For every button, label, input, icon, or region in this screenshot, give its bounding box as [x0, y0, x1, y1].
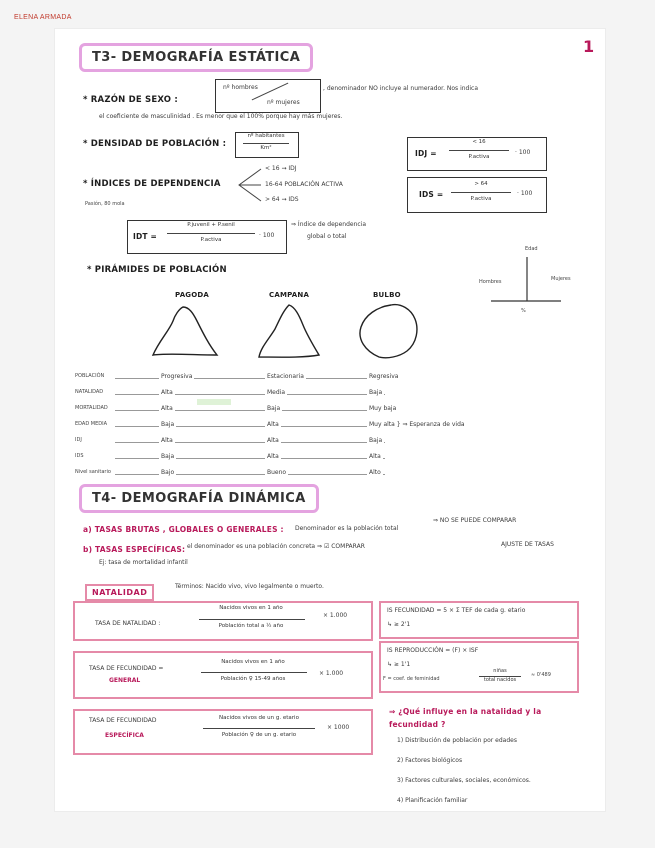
tasa-fecundidad-general-num: Nacidos vivos en 1 año — [221, 659, 285, 665]
pyramid-axes-icon — [485, 255, 565, 305]
pyramid-table-row-label: EDAD MEDIA — [75, 421, 107, 427]
influence-factor-item: 2) Factores biológicos — [397, 757, 463, 764]
axis-mujeres: Mujeres — [551, 276, 571, 282]
pyramid-table-pagoda-value: Alta — [161, 437, 173, 444]
isf-line-2: ↳ ≥ 2'1 — [387, 621, 411, 628]
idt-label: IDT = — [133, 232, 158, 241]
pyramid-table-campana-value: Alta — [267, 437, 279, 444]
influence-factor-item: 3) Factores culturales, sociales, económicos. — [397, 777, 531, 784]
pyramid-table-row-label: Nivel sanitario — [75, 469, 111, 475]
bulbo-shape-icon — [353, 299, 425, 363]
pagoda-shape-icon — [145, 301, 225, 363]
influence-question: ⇒ ¿Qué influye en la natalidad y la fecundidad ? — [389, 707, 542, 729]
axis-edad: Edad — [525, 246, 538, 252]
idj-factor: · 100 — [515, 149, 531, 156]
razon-desc-1: , denominador NO incluye al numerador. Nos indica — [323, 85, 478, 92]
axis-hombres: Hombres — [479, 279, 502, 285]
idt-bar — [167, 233, 255, 234]
idt-num: P.juvenil + P.senil — [187, 222, 235, 228]
pyramid-table-row-label: MORTALIDAD — [75, 405, 108, 411]
pyramid-table-row-label: IDJ — [75, 437, 82, 443]
indices-r2: 16-64 POBLACIÓN ACTIVA — [265, 181, 343, 188]
pyramid-table-bulbo-value: Alta — [369, 453, 381, 460]
isf-line-1: IS FECUNDIDAD = 5 × Σ TEF de cada g. etario — [387, 607, 526, 614]
tasa-fecundidad-general-factor: × 1.000 — [319, 670, 344, 677]
isr-line-1: IS REPRODUCCIÓN = (F) × ISF — [387, 647, 479, 654]
page-number: 1 — [583, 37, 595, 56]
tasa-fecundidad-especifica-num: Nacidos vivos de un g. etario — [219, 715, 299, 721]
t4-title: T4- DEMOGRAFÍA DINÁMICA — [79, 484, 319, 513]
pyramid-table-connector — [115, 442, 385, 443]
tasas-especificas-ej: Ej: tasa de mortalidad infantil — [99, 559, 188, 566]
pyramid-table-connector — [115, 410, 385, 411]
pyramid-table-pagoda-value: Baja — [161, 421, 175, 428]
pyramid-table-pagoda-value: Bajo — [161, 469, 175, 476]
influence-factor-item: 4) Planificación familiar — [397, 797, 468, 804]
pyramid-table-row-label: NATALIDAD — [75, 389, 104, 395]
razon-den: nº mujeres — [267, 99, 300, 106]
tasa-natalidad-factor: × 1.000 — [323, 612, 348, 619]
tasa-fecundidad-especifica-label: TASA DE FECUNDIDAD — [89, 717, 157, 724]
campana-shape-icon — [253, 301, 325, 363]
tasa-natalidad-label: TASA DE NATALIDAD : — [95, 620, 161, 627]
pyramid-table-campana-value: Baja — [267, 405, 281, 412]
pyramid-table-connector — [115, 474, 385, 475]
densidad-num: nº habitantes — [247, 133, 285, 139]
indices-r1: < 16 ⇝ IDJ — [265, 165, 297, 172]
idt-note-1: ⇒ Índice de dependencia — [291, 221, 367, 228]
tasas-brutas-label: a) TASAS BRUTAS , GLOBALES O GENERALES : — [83, 525, 284, 534]
tasa-fecundidad-general-den: Población ♀ 15-49 años — [220, 676, 286, 682]
pyramid-table-campana-value: Estacionaria — [267, 373, 304, 380]
razon-desc-2: el coeficiente de masculinidad . Es menor que el 100% porque hay más mujeres. — [99, 113, 343, 120]
razon-sexo-label: * RAZÓN DE SEXO : — [83, 95, 178, 105]
idj-label: IDJ = — [415, 149, 437, 158]
pyramid-table-row-label: POBLACIÓN — [75, 373, 105, 379]
tasa-fecundidad-especifica-factor: × 1000 — [327, 724, 350, 731]
tasa-fecundidad-especifica-bar — [203, 728, 315, 729]
ids-num: > 64 — [474, 181, 488, 187]
pyramid-table-bulbo-value: Muy alta } ⇒ Esperanza de vida — [369, 421, 465, 428]
ajuste-tasas: AJUSTE DE TASAS — [501, 541, 554, 548]
tasas-especificas-desc: el denominador es una población concreta ⇒ ☑ COMPARAR — [187, 543, 365, 550]
pyramid-table-bulbo-value: Alto — [369, 469, 381, 476]
pyramid-table-bulbo-value: Regresiva — [369, 373, 399, 380]
isr-line-2: ↳ ≥ 1'1 — [387, 661, 411, 668]
pyramid-table-bulbo-value: Muy baja — [369, 405, 397, 412]
idt-den: P.activa — [200, 237, 222, 243]
ids-bar — [451, 192, 511, 193]
natalidad-desc: Términos: Nacido vivo, vivo legalmente o muerto. — [175, 583, 324, 590]
isr-frac-num: niñas — [493, 668, 507, 674]
indices-brace — [233, 165, 263, 205]
indices-sub: Pasión, 80 mola — [85, 201, 125, 207]
pyramid-table-campana-value: Bueno — [267, 469, 287, 476]
tasas-especificas-label: b) TASAS ESPECÍFICAS: — [83, 545, 186, 554]
tasa-natalidad-bar — [199, 619, 305, 620]
ids-den: P.activa — [470, 196, 492, 202]
shape-label-pagoda: PAGODA — [175, 291, 210, 299]
isr-frac-den: total nacidos — [483, 677, 517, 683]
pyramid-table-bulbo-value: Baja — [369, 437, 383, 444]
pyramid-table-pagoda-value: Alta — [161, 405, 173, 412]
pyramid-table-campana-value: Alta — [267, 421, 279, 428]
idj-bar — [449, 150, 509, 151]
shape-label-bulbo: BULBO — [373, 291, 401, 299]
tasas-brutas-arrow: ⇒ NO SE PUEDE COMPARAR — [433, 517, 517, 524]
densidad-bar — [243, 143, 289, 144]
tasa-natalidad-num: Nacidos vivos en 1 año — [219, 605, 283, 611]
tasa-fecundidad-general-bar — [201, 672, 307, 673]
ids-factor: · 100 — [517, 190, 533, 197]
densidad-den: Km² — [260, 145, 272, 151]
axis-pct: % — [521, 308, 526, 314]
pyramid-table-campana-value: Media — [267, 389, 286, 396]
idj-num: < 16 — [472, 139, 486, 145]
tasas-brutas-desc: Denominador es la población total — [295, 525, 399, 532]
densidad-label: * DENSIDAD DE POBLACIÓN : — [83, 139, 227, 149]
tasa-fecundidad-general-label: TASA DE FECUNDIDAD = — [89, 665, 164, 672]
notes-page — [54, 28, 606, 812]
idj-den: P.activa — [468, 154, 490, 160]
tasa-fecundidad-especifica-den: Población ♀ de un g. etario — [221, 732, 297, 738]
indices-r3: > 64 ⇝ IDS — [265, 196, 299, 203]
shape-label-campana: CAMPANA — [269, 291, 310, 299]
pyramid-table-pagoda-value: Alta — [161, 389, 173, 396]
tasa-fecundidad-general-sub: GENERAL — [109, 677, 141, 684]
influence-factor-item: 1) Distribución de población por edades — [397, 737, 517, 744]
isr-f-note: F = coef. de feminidad — [383, 676, 440, 682]
pyramid-table-connector — [115, 458, 385, 459]
t3-title: T3- DEMOGRAFÍA ESTÁTICA — [79, 43, 313, 72]
idt-note-2: global o total — [307, 233, 347, 240]
author-name: ELENA ARMADA — [14, 14, 72, 21]
isr-approx: ≈ 0'489 — [531, 672, 551, 678]
indices-label: * ÍNDICES DE DEPENDENCIA — [83, 179, 221, 189]
pyramid-table-pagoda-value: Baja — [161, 453, 175, 460]
tasa-natalidad-den: Población total a ½ año — [218, 623, 284, 629]
ids-label: IDS = — [419, 190, 444, 199]
pyramid-table-connector — [115, 426, 385, 427]
idt-factor: · 100 — [259, 232, 275, 239]
razon-num: nº hombres — [223, 84, 258, 91]
pyramid-table-campana-value: Alta — [267, 453, 279, 460]
pyramid-table-connector — [115, 394, 385, 395]
pyramid-table-pagoda-value: Progresiva — [161, 373, 193, 380]
piramides-label: * PIRÁMIDES DE POBLACIÓN — [87, 265, 227, 275]
tasa-fecundidad-especifica-sub: ESPECÍFICA — [105, 732, 144, 739]
natalidad-heading: NATALIDAD — [85, 584, 154, 601]
pyramid-table-bulbo-value: Baja — [369, 389, 383, 396]
pyramid-table-row-label: IDS — [75, 453, 84, 459]
pyramid-table-connector — [115, 378, 385, 379]
highlighter-mark — [197, 399, 231, 405]
